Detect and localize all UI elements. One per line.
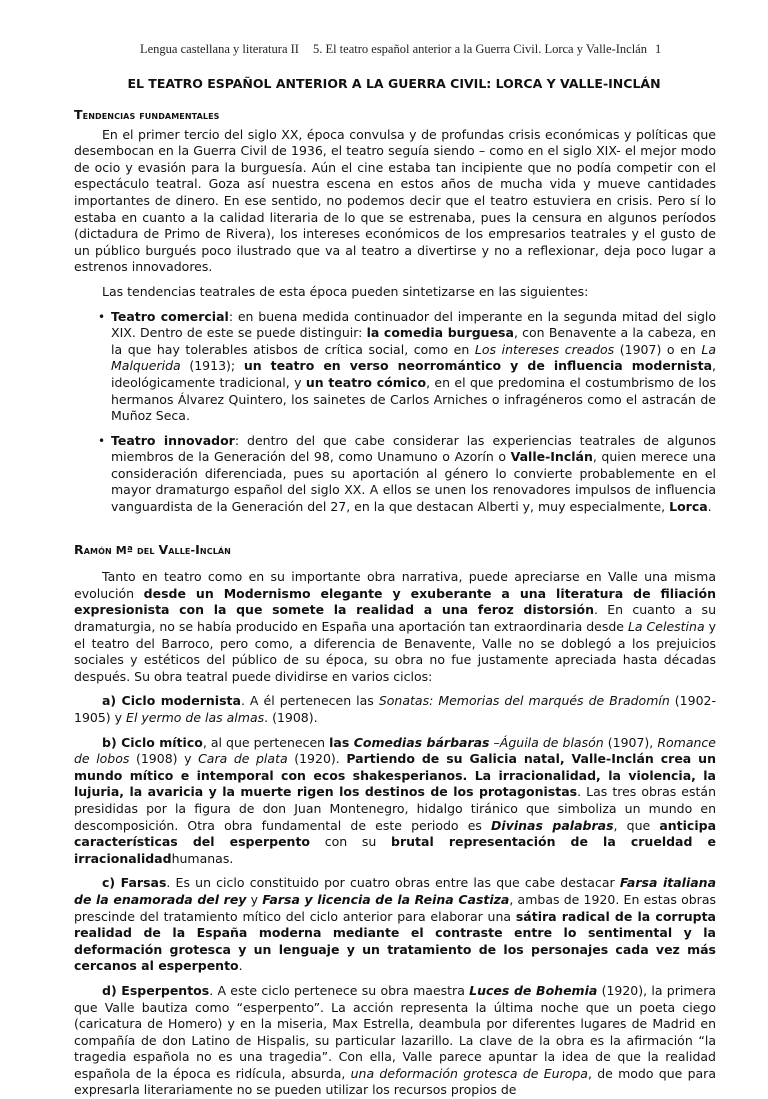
tendencias-list <box>74 309 716 516</box>
paragraph-ciclo-modernista: a) Ciclo modernista. A él pertenecen las Sonatas: Memorias del marqués de Bradomín (1902- 1905) y El yermo de las almas. (1908). <box>74 693 717 725</box>
bullet-icon: • <box>98 309 106 324</box>
bullet-icon: • <box>98 433 106 448</box>
document-body <box>74 107 716 1099</box>
section-heading-tendencias: Tendencias fundamentales <box>74 107 220 122</box>
running-header <box>140 41 750 58</box>
list-item-teatro-innovador: • Teatro innovador: dentro del que cabe considerar las experiencias teatrales de algunos miembros de la Generación del 98, como Unamuno o Azorín o Valle-Inclán, quien merece una consideración diferenciada, pues su aportación al género lo convierte probablemente en el mayor dramaturgo español del siglo XX. A ellos se unen los renovadores impulsos de influencia vanguardista de la Generación del 27, en la que destacan Alberti y, muy especialmente, Lorca. <box>98 432 717 515</box>
paragraph-valle-intro: Tanto en teatro como en su importante obra narrativa, puede apreciarse en Valle una misma evolución desde un Modernismo elegante y exuberante a una literatura de filiación expresionista con la que somete la realidad a una feroz distorsión. En cuanto a su dramaturgia, no se había producido en España una aportación tan extraordinaria desde La Celestina y el teatro del Barroco, pero como, a diferencia de Benavente, Valle no se doblegó a los prejuicios sociales y estéticos del público de su época, su obra no fue justamente apreciada hasta décadas después. Su obra teatral puede dividirse en varios ciclos: <box>74 569 716 684</box>
document-title: EL TEATRO ESPAÑOL ANTERIOR A LA GUERRA CIVIL: LORCA Y VALLE-INCLÁN <box>127 76 661 91</box>
paragraph-farsas: c) Farsas. Es un ciclo constituido por cuatro obras entre las que cabe destacar Farsa italiana de la enamorada del rey y Farsa y licencia de la Reina Castiza, ambas de 1920. En estas obras prescinde del tratamiento mítico del ciclo anterior para elaborar una sátira radical de la corrupta realidad de la España moderna mediante el contraste entre lo sentimental y la deformación grotesca y un lenguaje y un tratamiento de los personajes cada vez más cercanos al esperpento. <box>74 875 717 974</box>
list-item-teatro-comercial: • Teatro comercial: en buena medida continuador del imperante en la segunda mitad del siglo XIX. Dentro de este se puede distinguir: la comedia burguesa, con Benavente a la cabeza, en la que hay tolerables atisbos de crítica social, como en Los intereses creados (1907) o en La Malquerida (1913); un teatro en verso neorromántico y de influencia modernista, ideológicamente tradicional, y un teatro cómico, en el que predomina el costumbrismo de los hermanos Álvarez Quintero, los sainetes de Carlos Arniches o infragéneros como el astracán de Muñoz Seca. <box>98 308 717 424</box>
paragraph-tendencias: Las tendencias teatrales de esta época pueden sintetizarse en las siguientes: <box>102 283 589 299</box>
paragraph-ciclo-mitico: b) Ciclo mítico, al que pertenecen las Comedias bárbaras –Águila de blasón (1907), Romance de lobos (1908) y Cara de plata (1920). Partiendo de su Galicia natal, Valle-Inclán crea un mundo mítico e intemporal con ecos shakesperianos. La irracionalidad, la violencia, la lujuria, la avaricia y la muerte rigen los destinos de los protagonistas. Las tres obras están presididas por la figura de don Juan Montenegro, hidalgo tiránico que simboliza un mundo en descomposición. Otra obra fundamental de este periodo es Divinas palabras, que anticipa características del esperpento con su brutal representación de la crueldad e irracionalidadhumanas. <box>74 734 716 866</box>
page-number: 1 <box>654 42 662 56</box>
paragraph-intro: En el primer tercio del siglo XX, época convulsa y de profundas crisis económicas y políticas que desembocan en la Guerra Civil de 1936, el teatro seguía siendo – como en el siglo XIX- el mejor modo de ocio y evasión para la burguesía. Aún el cine estaba tan incipiente que no podía competir con el espectáculo teatral. Goza así nuestra escena en estos años de mucha vida y mueve cantidades importantes de dinero. En ese sentido, no podemos decir que el teatro estuviera en crisis. Pero sí lo estaba en cuanto a la calidad literaria de lo que se estrenaba, pues la censura en algunos períodos (dictadura de Primo de Rivera), los intereses económicos de los empresarios teatrales y el gusto de un público burgués poco ilustrado que va al teatro a divertirse y no a reflexionar, deja poco lugar a estrenos innovadores. <box>74 126 716 275</box>
header-unit: 5. El teatro español anterior a la Guerra Civil. Lorca y Valle-Inclán <box>312 42 647 56</box>
section-heading-valle-inclan: Ramón Mª del Valle-Inclán <box>74 541 231 557</box>
paragraph-esperpentos: d) Esperpentos. A este ciclo pertenece su obra maestra Luces de Bohemia (1920), la primera que Valle bautiza como “esperpento”. La acción representa la última noche que un poeta ciego (caricatura de Homero) y en la miseria, Max Estrella, deambula por diferentes lugares de Madrid en compañía de don Latino de Hispalis, su particular lazarillo. La clave de la obra es la afirmación “la tragedia española no es una tragedia”. Con ella, Valle parece apuntar la idea de que la realidad española de la época es ridícula, absurda, una deformación grotesca de Europa, de modo que para expresarla literariamente no se pueden utilizar los recursos propios de <box>74 982 716 1098</box>
header-subject: Lengua castellana y literatura II <box>140 42 299 56</box>
